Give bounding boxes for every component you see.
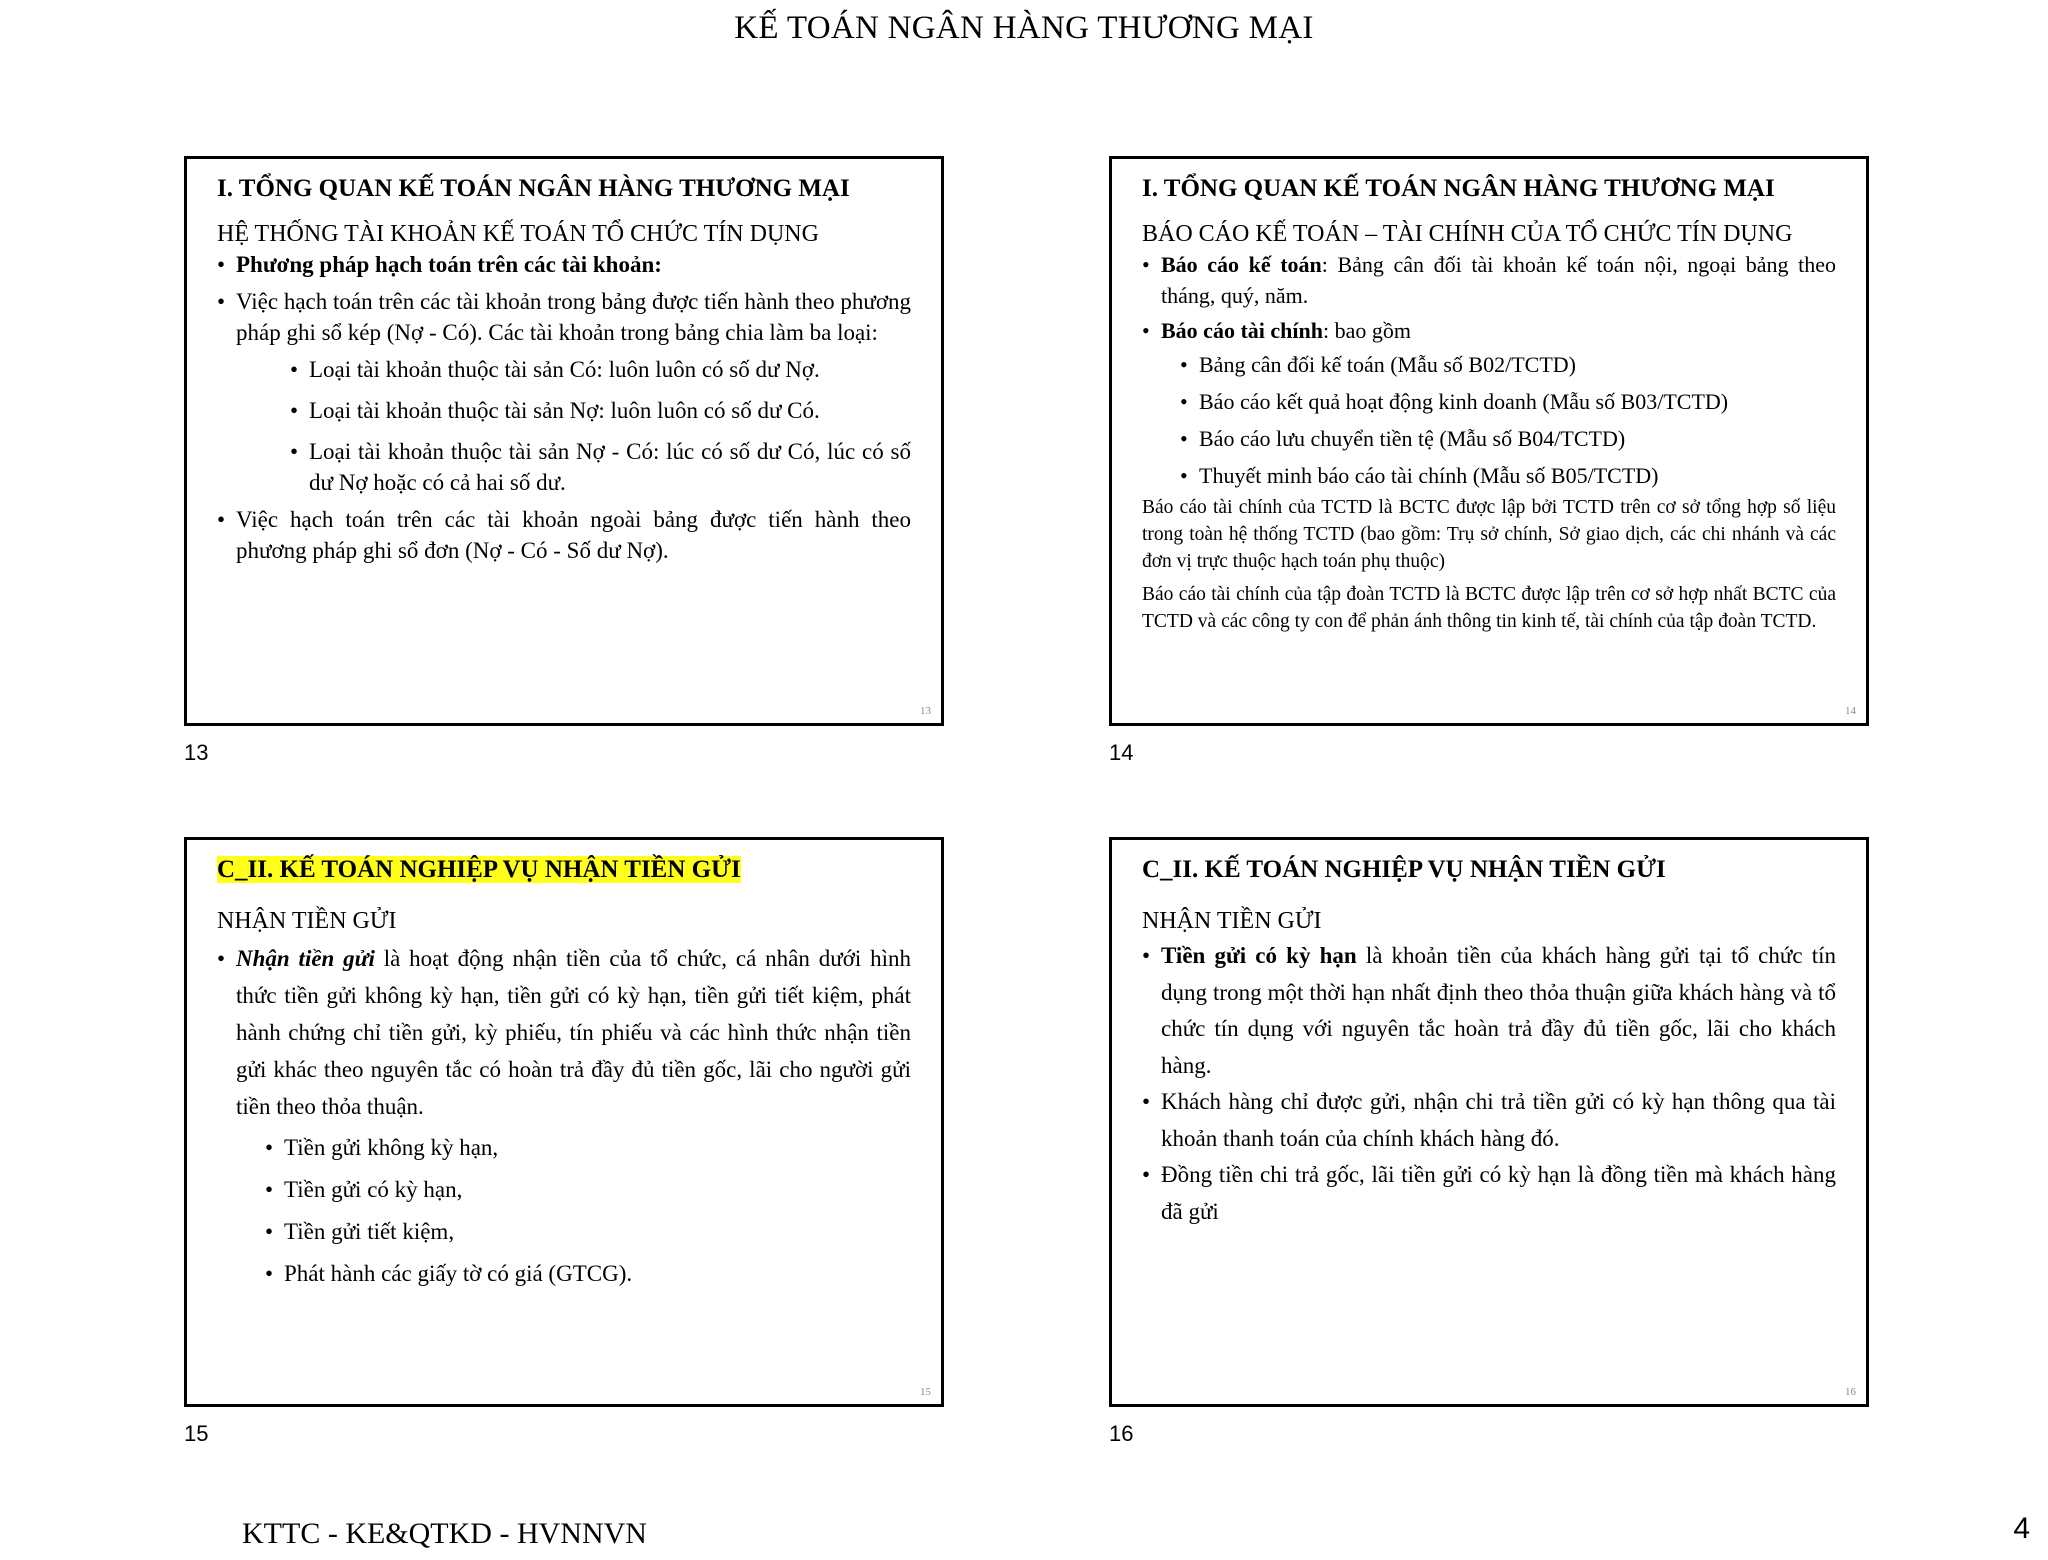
slide-13 xyxy=(184,156,944,726)
list-item: • Tiền gửi tiết kiệm, xyxy=(265,1211,911,1253)
slide-label: 13 xyxy=(184,740,209,765)
bullet-list xyxy=(1142,249,1836,494)
slide-14 xyxy=(1109,156,1869,726)
list-item: • Đồng tiền chi trả gốc, lãi tiền gửi có kỳ hạn là đồng tiền mà khách hàng đã gửi xyxy=(1142,1157,1836,1230)
page-header: KẾ TOÁN NGÂN HÀNG THƯƠNG MẠI xyxy=(734,10,1314,46)
bullet-list xyxy=(217,940,911,1295)
slide-section-heading: HỆ THỐNG TÀI KHOẢN KẾ TOÁN TỔ CHỨC TÍN DỤNG xyxy=(217,221,819,247)
slide-16 xyxy=(1109,837,1869,1407)
slide-number: 15 xyxy=(920,1386,931,1398)
slide-section-heading: NHẬN TIỀN GỬI xyxy=(217,908,397,934)
list-item: • Bảng cân đối kế toán (Mẫu số B02/TCTD) xyxy=(1180,346,1836,383)
slide-title: C_II. KẾ TOÁN NGHIỆP VỤ NHẬN TIỀN GỬI xyxy=(1142,856,1666,883)
list-item: • Báo cáo tài chính: bao gồm xyxy=(1142,315,1836,346)
highlighted-title-text: C_II. KẾ TOÁN NGHIỆP VỤ NHẬN TIỀN GỬI xyxy=(217,856,741,883)
list-item: • Loại tài khoản thuộc tài sản Nợ: luôn luôn có số dư Có. xyxy=(290,395,911,426)
list-item: • Báo cáo kết quả hoạt động kinh doanh (Mẫu số B03/TCTD) xyxy=(1180,383,1836,420)
list-item: • Phương pháp hạch toán trên các tài khoản: xyxy=(217,249,911,280)
list-item: • Việc hạch toán trên các tài khoản trong bảng được tiến hành theo phương pháp ghi sổ kép (Nợ - Có). Các tài khoản trong bảng chia làm ba loại: xyxy=(217,286,911,348)
slide-label: 14 xyxy=(1109,740,1134,765)
list-item: • Việc hạch toán trên các tài khoản ngoài bảng được tiến hành theo phương pháp ghi sổ đơn (Nợ - Có - Số dư Nợ). xyxy=(217,504,911,566)
list-item: • Loại tài khoản thuộc tài sản Nợ - Có: lúc có số dư Có, lúc có số dư Nợ hoặc có cả hai số dư. xyxy=(290,436,911,498)
list-item: • Nhận tiền gửi là hoạt động nhận tiền của tổ chức, cá nhân dưới hình thức tiền gửi không kỳ hạn, tiền gửi có kỳ hạn, tiền gửi tiết kiệm, phát hành chứng chỉ tiền gửi, kỳ phiếu, tín phiếu và các hình thức nhận tiền gửi khác theo nguyên tắc có hoàn trả đầy đủ tiền gốc, lãi cho người gửi tiền theo thỏa thuận. xyxy=(217,940,911,1125)
list-item: • Khách hàng chỉ được gửi, nhận chi trả tiền gửi có kỳ hạn thông qua tài khoản thanh toán của chính khách hàng đó. xyxy=(1142,1084,1836,1157)
slide-section-heading: BÁO CÁO KẾ TOÁN – TÀI CHÍNH CỦA TỔ CHỨC TÍN DỤNG xyxy=(1142,221,1793,247)
slide-title: I. TỔNG QUAN KẾ TOÁN NGÂN HÀNG THƯƠNG MẠI xyxy=(217,175,850,202)
list-item: • Thuyết minh báo cáo tài chính (Mẫu số B05/TCTD) xyxy=(1180,457,1836,494)
list-item: • Loại tài khoản thuộc tài sản Có: luôn luôn có số dư Nợ. xyxy=(290,354,911,385)
slide-paragraph: Báo cáo tài chính của tập đoàn TCTD là BCTC được lập trên cơ sở hợp nhất BCTC của TCTD và các công ty con để phản ánh thông tin kinh tế, tài chính của tập đoàn TCTD. xyxy=(1142,584,1836,632)
footer-text: KTTC - KE&QTKD - HVNNVN xyxy=(242,1517,647,1550)
slide-title xyxy=(217,854,911,886)
slide-number: 14 xyxy=(1845,705,1856,717)
list-item: • Tiền gửi có kỳ hạn, xyxy=(265,1169,911,1211)
list-item: • Tiền gửi có kỳ hạn là khoản tiền của khách hàng gửi tại tổ chức tín dụng trong một thời hạn nhất định theo thỏa thuận giữa khách hàng và tổ chức tín dụng với nguyên tắc hoàn trả đầy đủ tiền gốc, lãi cho khách hàng. xyxy=(1142,938,1836,1084)
slide-15 xyxy=(184,837,944,1407)
bullet-list xyxy=(217,249,911,566)
list-item: • Báo cáo lưu chuyển tiền tệ (Mẫu số B04/TCTD) xyxy=(1180,420,1836,457)
slide-section-heading: NHẬN TIỀN GỬI xyxy=(1142,908,1322,934)
bullet-list xyxy=(1142,938,1836,1230)
list-item: • Phát hành các giấy tờ có giá (GTCG). xyxy=(265,1253,911,1295)
list-item: • Báo cáo kế toán: Bảng cân đối tài khoản kế toán nội, ngoại bảng theo tháng, quý, năm. xyxy=(1142,249,1836,311)
slide-title: I. TỔNG QUAN KẾ TOÁN NGÂN HÀNG THƯƠNG MẠI xyxy=(1142,175,1775,202)
page-number: 4 xyxy=(2013,1512,2030,1545)
slide-paragraph: Báo cáo tài chính của TCTD là BCTC được lập bởi TCTD trên cơ sở tổng hợp số liệu trong toàn hệ thống TCTD (bao gồm: Trụ sở chính, Sở giao dịch, các chi nhánh và các đơn vị trực thuộc hạch toán phụ thuộc) xyxy=(1142,497,1836,572)
slide-label: 16 xyxy=(1109,1421,1134,1446)
list-item: • Tiền gửi không kỳ hạn, xyxy=(265,1127,911,1169)
slide-label: 15 xyxy=(184,1421,209,1446)
slide-number: 16 xyxy=(1845,1386,1856,1398)
slide-number: 13 xyxy=(920,705,931,717)
